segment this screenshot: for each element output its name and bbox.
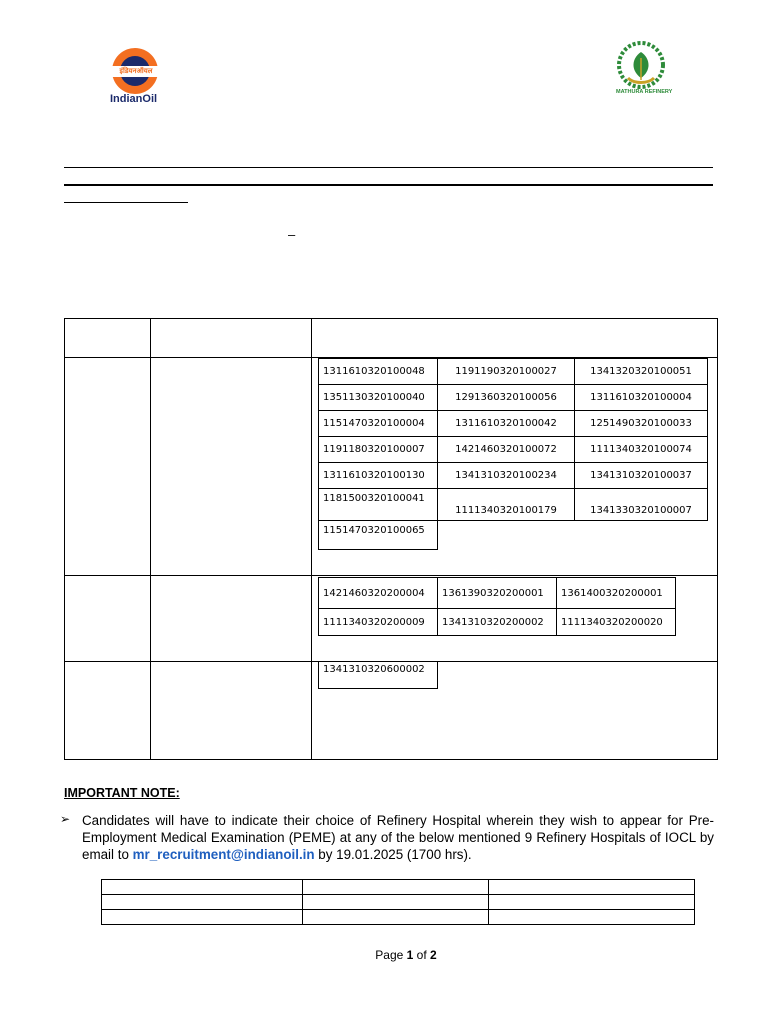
header-underline-short [64,202,188,203]
note-text-before: Candidates will have to indicate their choice of Refinery Hospital wherein they wish to appear for Pre-Employment Medical Examination (PEME) at any of the below mentioned 9 Refinery Hospitals of IOCL by email to [82,813,714,862]
table-row [319,662,438,689]
roll-number: 1341330320100007 [575,489,708,521]
table-cell [102,880,303,895]
table-cell [102,910,303,925]
roll-number: 1191190320100027 [438,359,575,385]
table-cell [489,910,695,925]
roll-number: 1341320320100051 [575,359,708,385]
note-paragraph [82,812,714,863]
table-row [319,437,708,463]
header-rule-1 [64,167,713,168]
roll-number: 1311610320100004 [575,385,708,411]
table-row [319,609,676,636]
table-row [319,411,708,437]
page-number: 1 [406,948,414,962]
table-cell [489,895,695,910]
page-footer [0,948,768,962]
table-row [319,463,708,489]
table-row [319,359,708,385]
page-of: of [413,948,431,962]
roll-number: 1251490320100033 [575,411,708,437]
roll-number: 1111340320100179 [438,489,575,521]
results-col-divider-1 [150,318,151,759]
dash-mark: – [288,227,296,242]
roll-number: 1291360320100056 [438,385,575,411]
roll-number: 1341310320100234 [438,463,575,489]
table-row [319,521,708,550]
table-cell [303,880,489,895]
important-note-heading: IMPORTANT NOTE: [64,786,180,800]
table-row [102,895,695,910]
note-bullet: ➢ [60,812,71,826]
roll-numbers-group-3 [318,661,438,689]
table-row [102,880,695,895]
refinery-hospitals-table [101,879,695,925]
roll-number: 1341310320200002 [438,609,557,636]
roll-number: 1191180320100007 [319,437,438,463]
indianoil-devanagari: इंडियनऑयल [119,67,153,75]
indianoil-logo [104,44,168,108]
roll-numbers-group-1 [318,358,708,550]
roll-number: 1421460320100072 [438,437,575,463]
mathura-refinery-caption: MATHURA REFINERY [616,89,673,95]
roll-number: 1151470320100065 [319,521,438,550]
empty-cell [575,521,708,550]
roll-number: 1311610320100130 [319,463,438,489]
note-text-after: by 19.01.2025 (1700 hrs). [314,847,472,862]
table-cell [303,910,489,925]
roll-number: 1341310320100037 [575,463,708,489]
roll-number: 1361400320200001 [557,578,676,609]
roll-number: 1151470320100004 [319,411,438,437]
table-cell [303,895,489,910]
roll-number: 1111340320200009 [319,609,438,636]
roll-number: 1361390320200001 [438,578,557,609]
roll-number: 1311610320100042 [438,411,575,437]
indianoil-caption: IndianOil [110,93,158,105]
roll-number: 1421460320200004 [319,578,438,609]
table-cell [102,895,303,910]
recruitment-email-link[interactable]: mr_recruitment@indianoil.in [132,847,315,862]
green-refinery-emblem-icon [610,40,672,92]
roll-number: 1341310320600002 [319,662,438,689]
roll-numbers-group-2 [318,577,676,636]
roll-number: 1181500320100041 [319,489,438,521]
page-total: 2 [430,948,437,962]
page-label: Page [375,948,407,962]
roll-number: 1351130320100040 [319,385,438,411]
roll-number: 1311610320100048 [319,359,438,385]
table-row [319,489,708,521]
results-col-divider-2 [311,318,312,759]
table-row [102,910,695,925]
results-row-rule-1 [64,575,717,576]
roll-number: 1111340320100074 [575,437,708,463]
mathura-refinery-logo [610,40,672,102]
empty-cell [438,521,575,550]
table-row [319,578,676,609]
table-row [319,385,708,411]
roll-number: 1111340320200020 [557,609,676,636]
header-rule-2 [64,184,713,186]
table-cell [489,880,695,895]
